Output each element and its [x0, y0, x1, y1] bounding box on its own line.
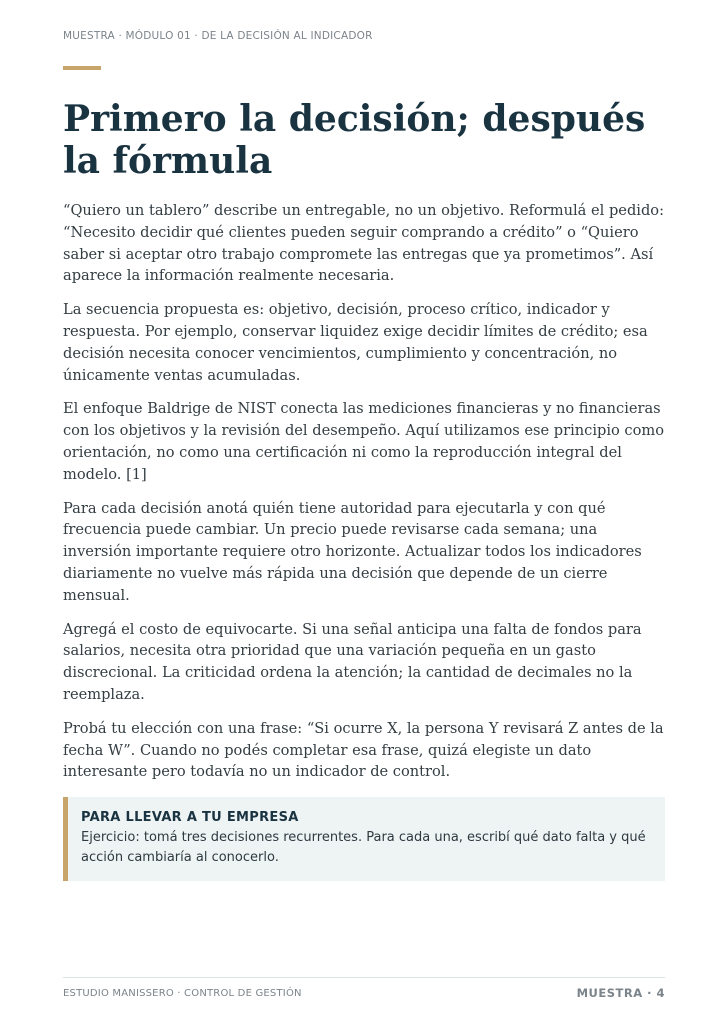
body-text [63, 200, 665, 795]
paragraph: “Quiero un tablero” describe un entregable, no un objetivo. Reformulá el pedido: “Necesito decidir qué clientes pueden seguir comprando a crédito” o “Quiero saber si aceptar otro trabajo compromete las entregas que ya prometimos”. Así aparece la información realmente necesaria. [63, 202, 665, 285]
paragraph: El enfoque Baldrige de NIST conecta las mediciones financieras y no financieras con los objetivos y la revisión del desempeño. Aquí utilizamos ese principio como orientación, no como una certificación ni como la reproducción integral del modelo. [1] [63, 400, 665, 483]
footer-publisher: ESTUDIO MANISSERO · CONTROL DE GESTIÓN [63, 988, 302, 999]
paragraph: Agregá el costo de equivocarte. Si una señal anticipa una falta de fondos para salarios, necesita otra prioridad que una variación pequeña en un gasto discrecional. La criticidad ordena la atención; la cantidad de decimales no la reemplaza. [63, 620, 642, 703]
paragraph: La secuencia propuesta es: objetivo, decisión, proceso crítico, indicador y respuesta. Por ejemplo, conservar liquidez exige decidir límites de crédito; esa decisión necesita conocer vencimientos, cumplimiento y concentración, no únicamente ventas acumuladas. [63, 301, 648, 384]
footer-page-number: MUESTRA · 4 [576, 986, 665, 1000]
page-title: Primero la decisión; después la fórmula [63, 98, 646, 182]
footer-divider [63, 977, 665, 978]
accent-rule [63, 66, 101, 70]
page-kicker: MUESTRA · MÓDULO 01 · DE LA DECISIÓN AL INDICADOR [63, 30, 373, 42]
paragraph: Para cada decisión anotá quién tiene autoridad para ejecutarla y con qué frecuencia puede cambiar. Un precio puede revisarse cada semana; una inversión importante requiere otro horizonte. Actualizar todos los indicadores diariamente no vuelve más rápida una decisión que depende de un cierre mensual. [63, 499, 642, 604]
callout-heading: PARA LLEVAR A TU EMPRESA [81, 810, 299, 825]
takeaway-callout [63, 797, 665, 881]
callout-text: Ejercicio: tomá tres decisiones recurrentes. Para cada una, escribí qué dato falta y qué acción cambiaría al conocerlo. [81, 830, 646, 865]
paragraph: Probá tu elección con una frase: “Si ocurre X, la persona Y revisará Z antes de la fecha W”. Cuando no podés completar esa frase, quizá elegiste un dato interesante pero todavía no un indicador de control. [63, 719, 664, 781]
